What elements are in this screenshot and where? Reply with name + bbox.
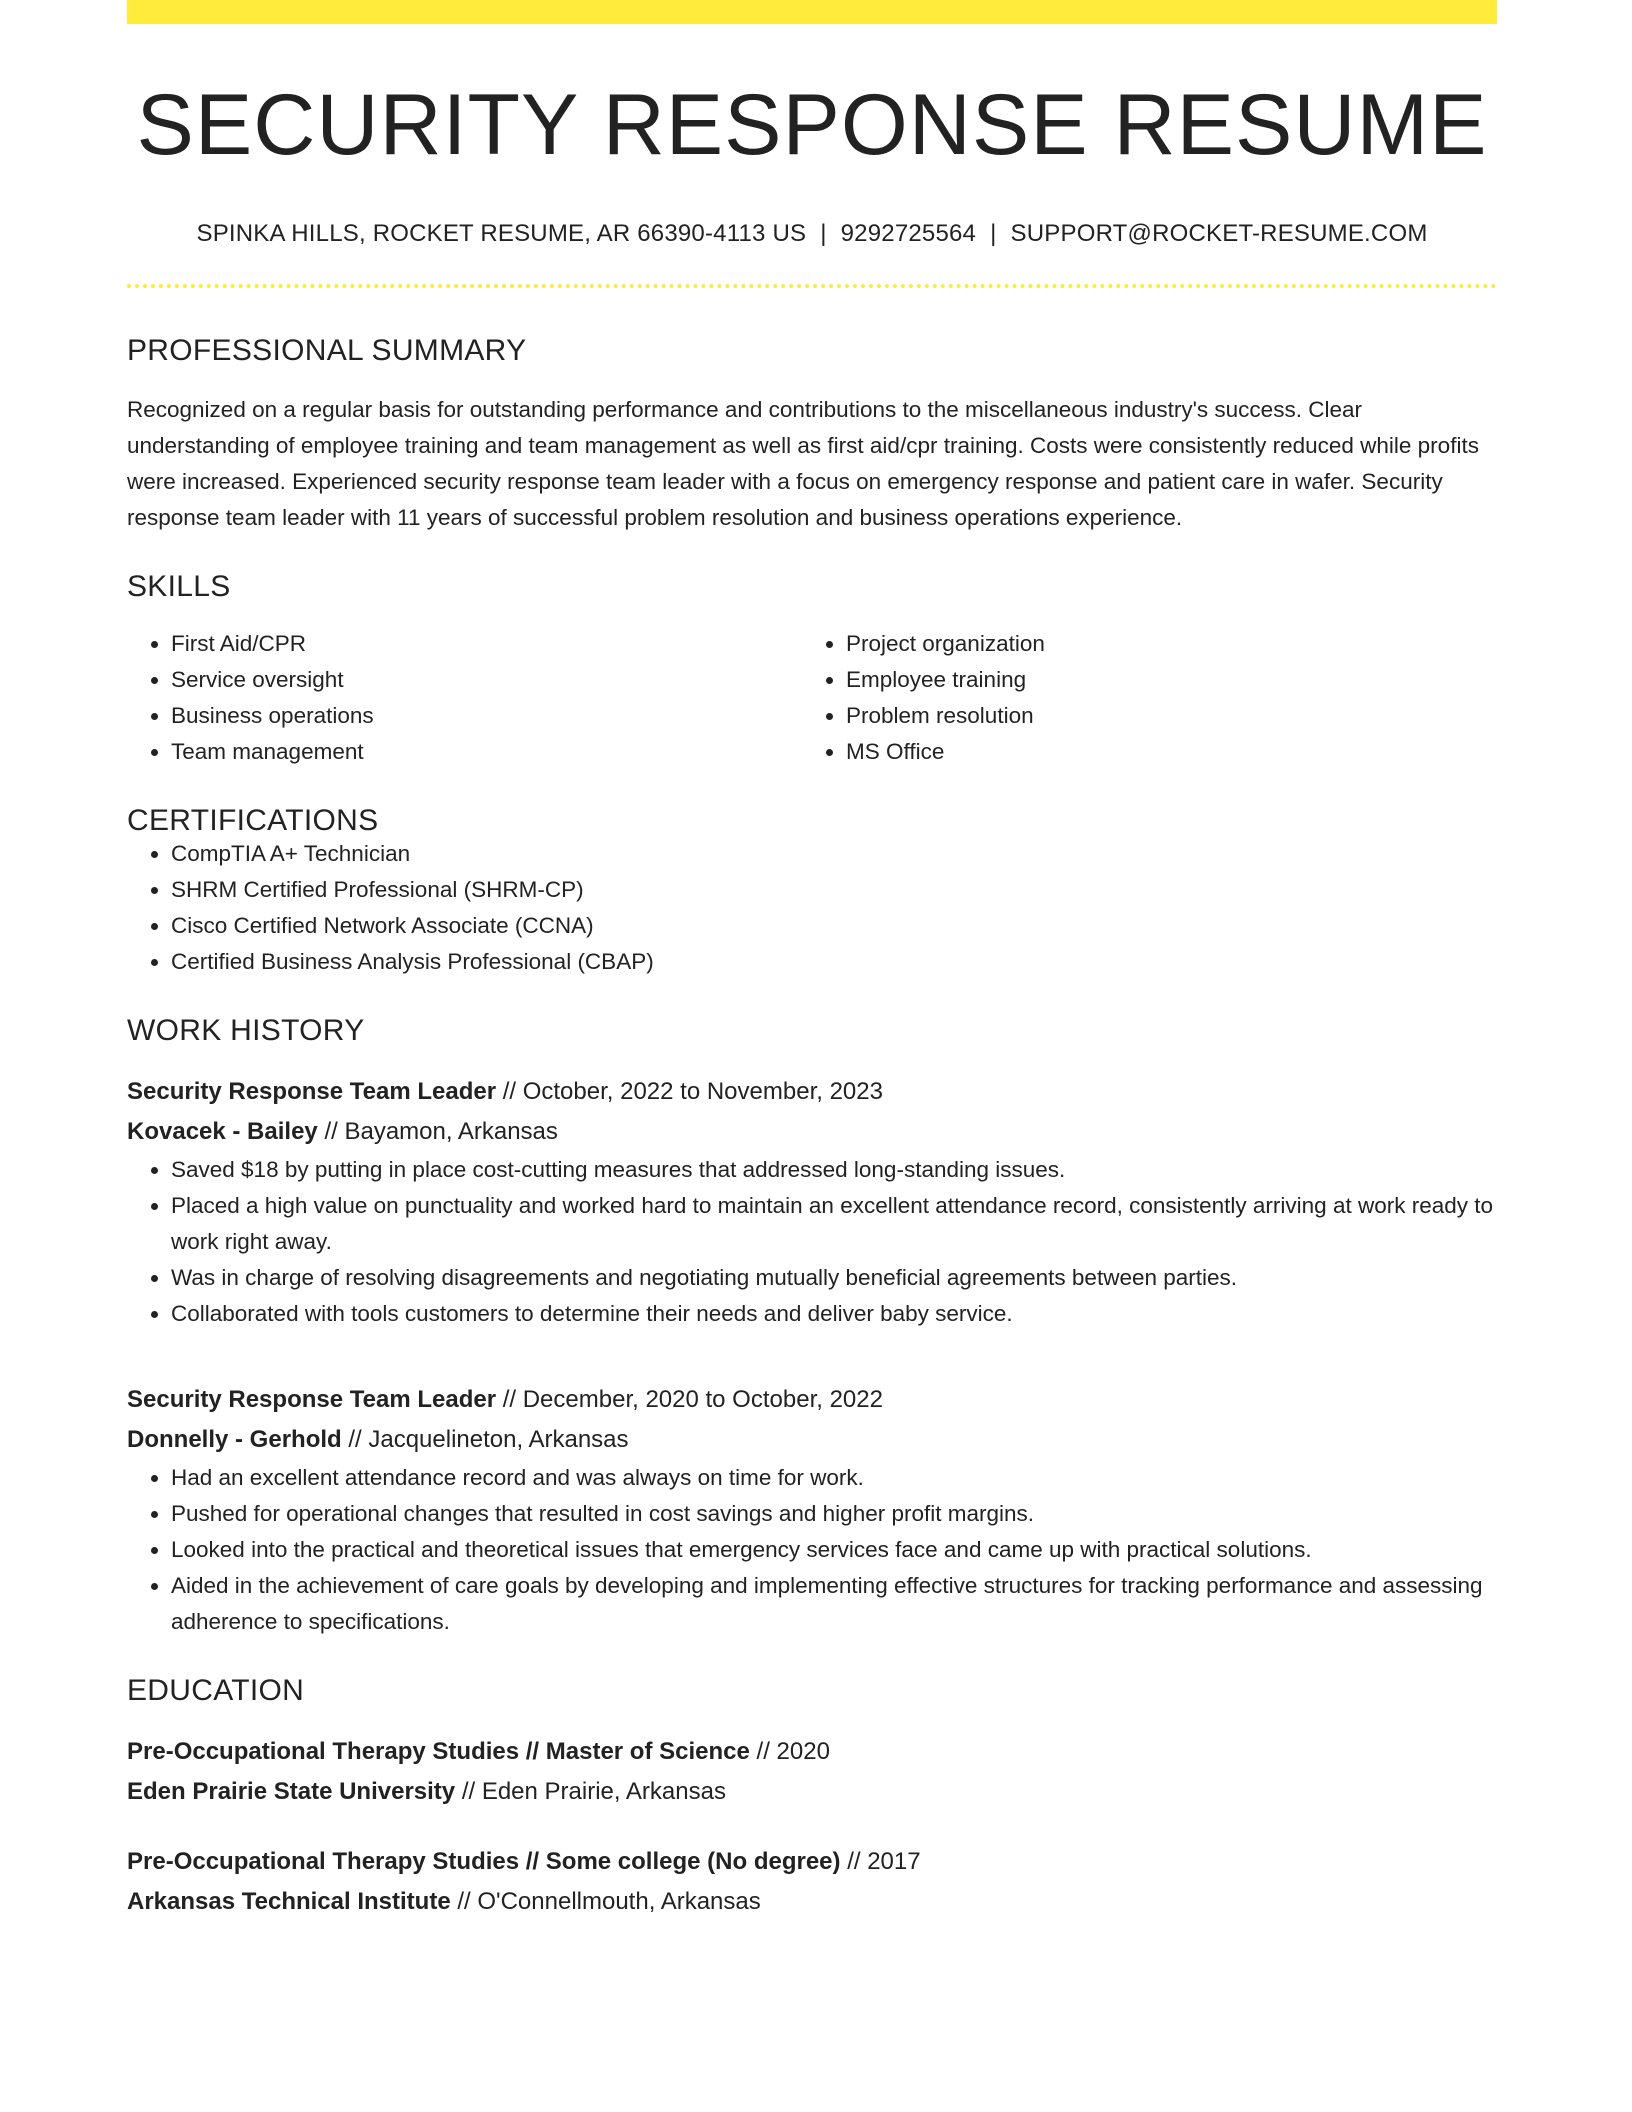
certification-item: • Cisco Certified Network Associate (CCNA) bbox=[171, 908, 1497, 944]
job-title-row bbox=[127, 1380, 1497, 1420]
job-bullet: • Aided in the achievement of care goals by developing and implementing effective structures for tracking performance and assessing adherence to specifications. bbox=[171, 1568, 1497, 1640]
job-role: Security Response Team Leader bbox=[127, 1386, 497, 1413]
education-entry bbox=[127, 1842, 1497, 1922]
skill-item: • Team management bbox=[171, 734, 802, 770]
job-role: Security Response Team Leader bbox=[127, 1078, 497, 1105]
skill-item: • MS Office bbox=[846, 734, 1477, 770]
education-year: // 2017 bbox=[847, 1848, 921, 1875]
skills-column-left bbox=[127, 626, 802, 770]
summary-heading: PROFESSIONAL SUMMARY bbox=[127, 334, 527, 367]
address: SPINKA HILLS, ROCKET RESUME, AR 66390-4113 US bbox=[196, 220, 807, 247]
work-history-heading: WORK HISTORY bbox=[127, 1014, 365, 1047]
education-heading: EDUCATION bbox=[127, 1674, 305, 1707]
education-degree: Pre-Occupational Therapy Studies // Master of Science bbox=[127, 1738, 750, 1765]
contact-separator: | bbox=[820, 220, 827, 247]
certification-item: • SHRM Certified Professional (SHRM-CP) bbox=[171, 872, 1497, 908]
job-company-row bbox=[127, 1112, 1497, 1152]
job-dates: // December, 2020 to October, 2022 bbox=[502, 1386, 883, 1413]
education-school: Eden Prairie State University bbox=[127, 1778, 456, 1805]
job-bullet: • Placed a high value on punctuality and worked hard to maintain an excellent attendance record, consistently arriving at work ready to work right away. bbox=[171, 1188, 1497, 1260]
skills-heading: SKILLS bbox=[127, 570, 231, 603]
education-degree: Pre-Occupational Therapy Studies // Some college (No degree) bbox=[127, 1848, 841, 1875]
education-entry bbox=[127, 1732, 1497, 1812]
resume-page bbox=[127, 0, 1497, 1922]
phone: 9292725564 bbox=[840, 220, 977, 247]
skills-list-right bbox=[802, 626, 1477, 770]
education-year: // 2020 bbox=[756, 1738, 830, 1765]
job-bullets bbox=[127, 1152, 1497, 1332]
job-bullet: • Saved $18 by putting in place cost-cutting measures that addressed long-standing issues. bbox=[171, 1152, 1497, 1188]
job-title-row bbox=[127, 1072, 1497, 1112]
certifications-heading: CERTIFICATIONS bbox=[127, 804, 379, 837]
job-location: // Jacquelineton, Arkansas bbox=[348, 1426, 629, 1453]
job-company: Donnelly - Gerhold bbox=[127, 1426, 342, 1453]
education-location: // Eden Prairie, Arkansas bbox=[461, 1778, 726, 1805]
job-bullet: • Had an excellent attendance record and was always on time for work. bbox=[171, 1460, 1497, 1496]
job-company: Kovacek - Bailey bbox=[127, 1118, 318, 1145]
summary-text: Recognized on a regular basis for outstanding performance and contributions to the miscellaneous industry's success. Clear understanding of employee training and team management as well as first aid/cpr training. Costs were consistently reduced while profits were increased. Experienced security response team leader with a focus on emergency response and patient care in wafer. Security response team leader with 11 years of successful problem resolution and business operations experience. bbox=[127, 397, 1479, 530]
resume-title: SECURITY RESPONSE RESUME bbox=[136, 77, 1488, 173]
dotted-divider bbox=[127, 284, 1497, 288]
job-bullet: • Looked into the practical and theoretical issues that emergency services face and came up with practical solutions. bbox=[171, 1532, 1497, 1568]
education-school: Arkansas Technical Institute bbox=[127, 1888, 451, 1915]
job-bullet: • Pushed for operational changes that resulted in cost savings and higher profit margins. bbox=[171, 1496, 1497, 1532]
job-location: // Bayamon, Arkansas bbox=[324, 1118, 558, 1145]
education-school-row bbox=[127, 1772, 1497, 1812]
skill-item: • Service oversight bbox=[171, 662, 802, 698]
job-entry bbox=[127, 1380, 1497, 1640]
education-school-row bbox=[127, 1882, 1497, 1922]
skill-item: • Employee training bbox=[846, 662, 1477, 698]
job-bullets bbox=[127, 1460, 1497, 1640]
job-bullet: • Was in charge of resolving disagreements and negotiating mutually beneficial agreements between parties. bbox=[171, 1260, 1497, 1296]
certifications-list bbox=[127, 836, 1497, 980]
accent-bar bbox=[127, 0, 1497, 24]
certification-item: • CompTIA A+ Technician bbox=[171, 836, 1497, 872]
skills-list-left bbox=[127, 626, 802, 770]
contact-separator: | bbox=[990, 220, 997, 247]
skills-column-right bbox=[802, 626, 1477, 770]
email: SUPPORT@ROCKET-RESUME.COM bbox=[1010, 220, 1428, 247]
skill-item: • Project organization bbox=[846, 626, 1477, 662]
skills-grid bbox=[127, 626, 1497, 770]
job-company-row bbox=[127, 1420, 1497, 1460]
contact-line bbox=[127, 222, 1497, 246]
education-degree-row bbox=[127, 1732, 1497, 1772]
education-degree-row bbox=[127, 1842, 1497, 1882]
skill-item: • First Aid/CPR bbox=[171, 626, 802, 662]
job-entry bbox=[127, 1072, 1497, 1332]
job-bullet: • Collaborated with tools customers to determine their needs and deliver baby service. bbox=[171, 1296, 1497, 1332]
job-dates: // October, 2022 to November, 2023 bbox=[502, 1078, 883, 1105]
skill-item: • Problem resolution bbox=[846, 698, 1477, 734]
certification-item: • Certified Business Analysis Professional (CBAP) bbox=[171, 944, 1497, 980]
skill-item: • Business operations bbox=[171, 698, 802, 734]
education-location: // O'Connellmouth, Arkansas bbox=[457, 1888, 761, 1915]
